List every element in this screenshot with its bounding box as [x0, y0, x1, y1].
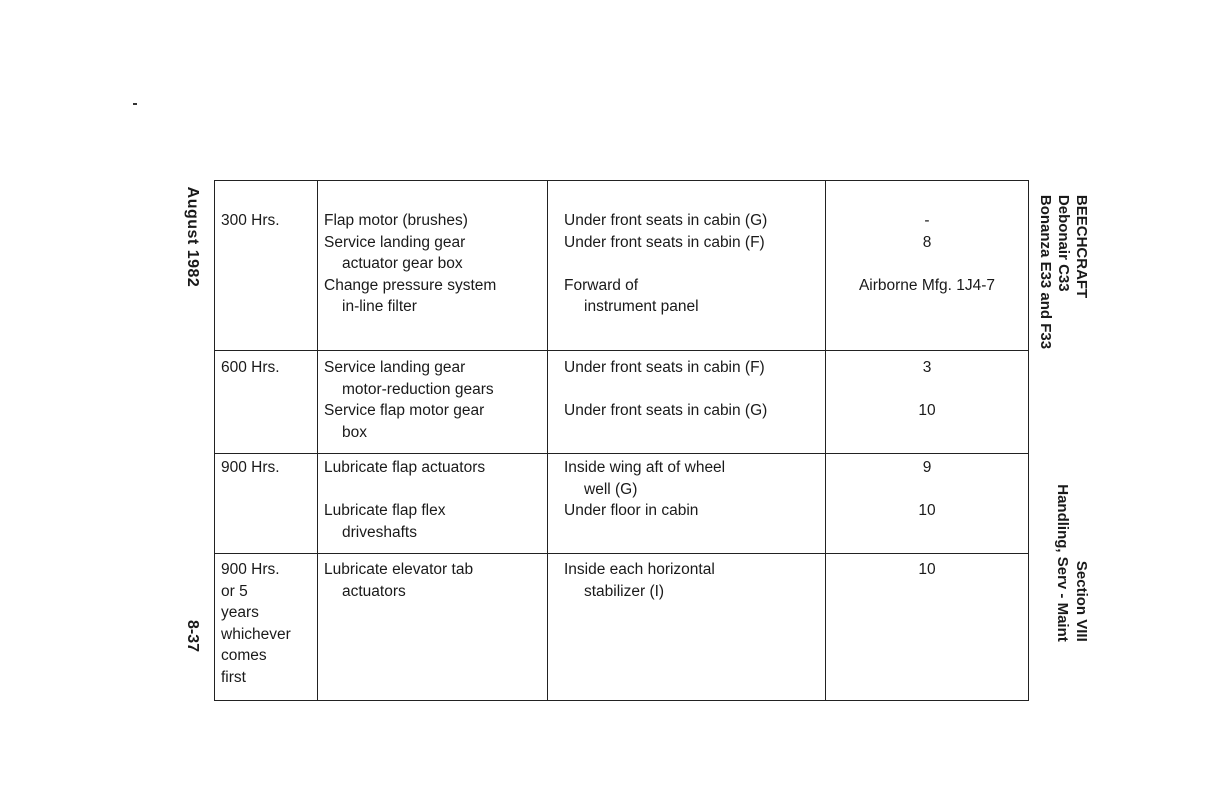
interval-text: 900 Hrs. [221, 459, 280, 476]
interval-text: 300 Hrs. [221, 212, 280, 229]
scan-speck [133, 103, 137, 105]
section-name: Handling, Serv - Maint [1054, 484, 1071, 642]
location-text: Inside wing aft of wheel [564, 459, 726, 476]
location-text: Under front seats in cabin (F) [564, 359, 765, 376]
item-text: Lubricate elevator tab [324, 561, 474, 578]
quantity-text: - [924, 212, 930, 229]
interval-cell [215, 454, 318, 554]
location-text: Forward of [564, 276, 639, 294]
item-text: Service flap motor gear [324, 402, 485, 419]
item-text: Service landing gear [324, 233, 466, 251]
quantity-cell [826, 181, 1029, 351]
interval-cell [215, 181, 318, 351]
table-row [215, 181, 1029, 351]
brand-name: BEECHCRAFT [1073, 194, 1090, 299]
location-cell [548, 554, 826, 701]
item-cell [318, 181, 548, 351]
location-text: Under front seats in cabin (F) [564, 233, 765, 251]
location-text: Under front seats in cabin (G) [564, 402, 768, 419]
item-text: box [342, 423, 367, 441]
item-text: Service landing gear [324, 359, 466, 376]
table-row [215, 554, 1029, 701]
location-cell [548, 454, 826, 554]
section-number: Section VIII [1073, 560, 1090, 642]
interval-cell [215, 351, 318, 454]
location-cell [548, 351, 826, 454]
quantity-cell [826, 351, 1029, 454]
location-text: Under floor in cabin [564, 502, 699, 519]
item-text: Lubricate flap actuators [324, 459, 486, 476]
quantity-text: 9 [922, 459, 932, 476]
quantity-text: 10 [918, 402, 936, 419]
quantity-cell [826, 554, 1029, 701]
location-text: instrument panel [584, 298, 699, 315]
quantity-text: 10 [918, 502, 936, 519]
item-text: actuators [342, 582, 406, 600]
item-text: driveshafts [342, 523, 417, 541]
table-row [215, 351, 1029, 454]
item-cell [318, 454, 548, 554]
location-text: Inside each horizontal [564, 561, 715, 578]
item-text: actuator gear box [342, 255, 463, 272]
page-number: 8-37 [184, 619, 201, 653]
section-title-block [1053, 484, 1091, 642]
interval-text: years [221, 604, 259, 621]
interval-cell [215, 554, 318, 701]
item-text: Lubricate flap flex [324, 502, 446, 519]
interval-text: first [221, 668, 246, 686]
revision-date: August 1982 [184, 186, 201, 288]
quantity-text: Airborne Mfg. 1J4-7 [858, 276, 996, 294]
interval-text: comes [221, 647, 267, 664]
interval-text: 900 Hrs. [221, 561, 280, 578]
item-text: motor-reduction gears [342, 380, 494, 398]
quantity-cell [826, 454, 1029, 554]
interval-text: or 5 [221, 582, 248, 600]
item-cell [318, 554, 548, 701]
location-text: Under front seats in cabin (G) [564, 212, 768, 229]
model-line-2: Bonanza E33 and F33 [1037, 194, 1054, 350]
item-cell [318, 351, 548, 454]
location-text: stabilizer (I) [584, 582, 665, 600]
item-text: Flap motor (brushes) [324, 212, 468, 229]
table-row [215, 454, 1029, 554]
location-cell [548, 181, 826, 351]
quantity-text: 8 [922, 233, 932, 251]
model-line-1: Debonair C33 [1055, 194, 1072, 292]
item-text: in-line filter [342, 298, 417, 315]
quantity-text: 3 [922, 359, 932, 376]
lubrication-schedule-table [214, 180, 1029, 701]
interval-text: whichever [221, 625, 291, 643]
manual-title-block [1036, 195, 1090, 349]
interval-text: 600 Hrs. [221, 359, 280, 376]
item-text: Change pressure system [324, 276, 497, 294]
quantity-text: 10 [918, 561, 936, 578]
location-text: well (G) [584, 480, 638, 498]
